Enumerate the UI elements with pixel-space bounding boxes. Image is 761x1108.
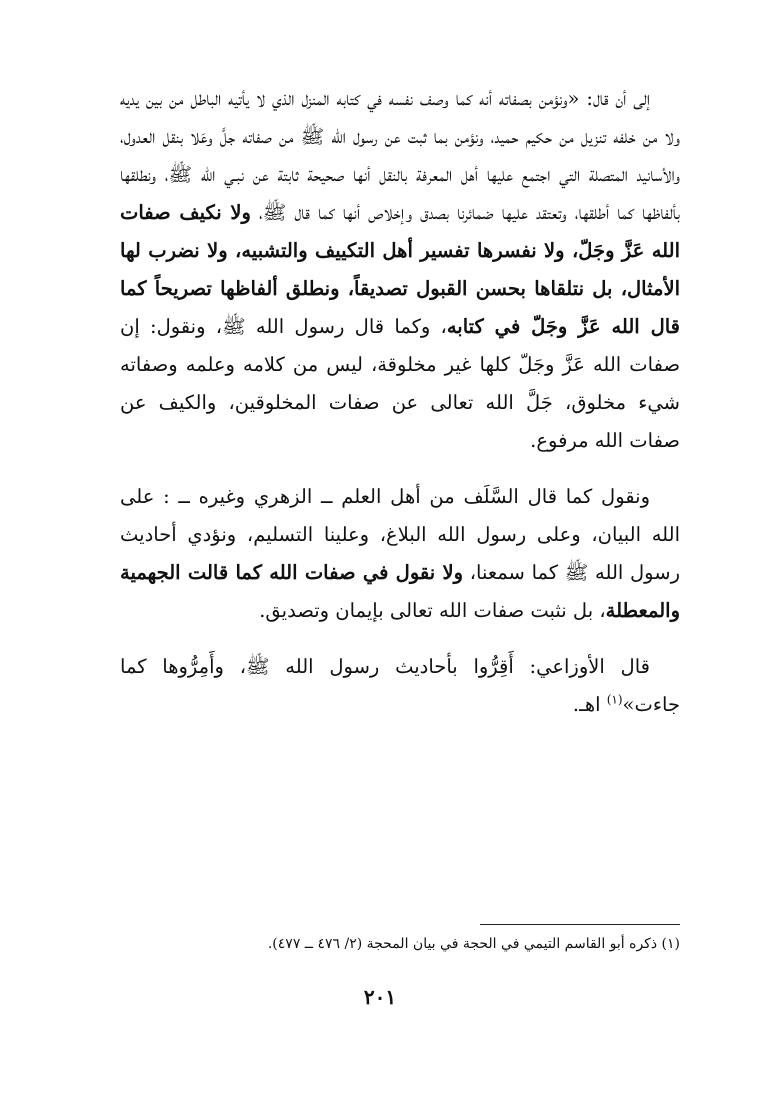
paragraph-2-text-a: ونقول كما قال السَّلَف من أهل العلم ــ الزهري وغيره ــ : على الله البيان، وعلى رسول الله البلاغ، وعلينا التسليم، ونؤدي أحاديث رسول الله ﷺ كما سمعنا،: [120, 485, 680, 584]
footnote: (١) ذكره أبو القاسم التيمي في الحجة في بيان المحجة (٢/ ٤٧٦ ــ ٤٧٧).: [267, 936, 680, 952]
paragraph-1-text-a: إلى أن قال: «ونؤمن بصفاته أنه كما وصف نفسه في كتابه المنزل الذي لا يأتيه الباطل من بين يديه ولا من خلفه تنزيل من حكيم حميد، ونؤمن بما ثبت عن رسول الله ﷺ من صفاته جلَّ وعَلا بنقل العدول، والأسانيد المتصلة التي اجتمع عليها أهل المعرفة بالنقل أنها صحيحة ثابتة عن نبـي الله ﷺ، ونطلقها بألفاظها كما أطلقها، وتعتقد عليها ضمائرنا بصدق وإخلاص أنها كما قال ﷺ،: [120, 87, 680, 224]
paragraph-2: [120, 478, 680, 630]
paragraph-1: [120, 80, 680, 460]
page-number: ٢٠١: [363, 985, 397, 1009]
footnote-divider: [480, 924, 680, 925]
paragraph-3-text-a: قال الأوزاعي: أَقِرُّوا بأحاديث رسول الله ﷺ، وأَمِرُّوها كما جاءت»: [120, 655, 680, 716]
page-body: [120, 80, 680, 724]
paragraph-1-text-b: ، وكما قال رسول الله ﷺ، ونقول: إن صفات الله عَزَّ وجَلّ كلها غير مخلوقة، ليس من كلامه وعلمه وصفاته شيء مخلوق، جَلَّ الله تعالى عن صفات المخلوقين، والكيف عن صفات الله مرفوع.: [120, 315, 680, 452]
paragraph-1-bold-text: ولا نكيف صفات الله عَزَّ وجَلّ، ولا نفسرها تفسير أهل التكييف والتشبيه، ولا نضرب لها الأمثال، بل نتلقاها بحسن القبول تصديقاً، ونطلق ألفاظها تصريحاً كما قال الله عَزَّ وجَلّ في كتابه: [120, 201, 680, 338]
paragraph-2-bold-text: ولا نقول في صفات الله كما قالت الجهمية والمعطلة: [120, 561, 680, 622]
paragraph-3-text-b: اهـ.: [572, 693, 607, 716]
footnote-reference[interactable]: (١): [606, 692, 623, 707]
paragraph-3: [120, 648, 680, 724]
paragraph-2-text-b: ، بل نثبت صفات الله تعالى بإيمان وتصديق.: [259, 599, 606, 622]
